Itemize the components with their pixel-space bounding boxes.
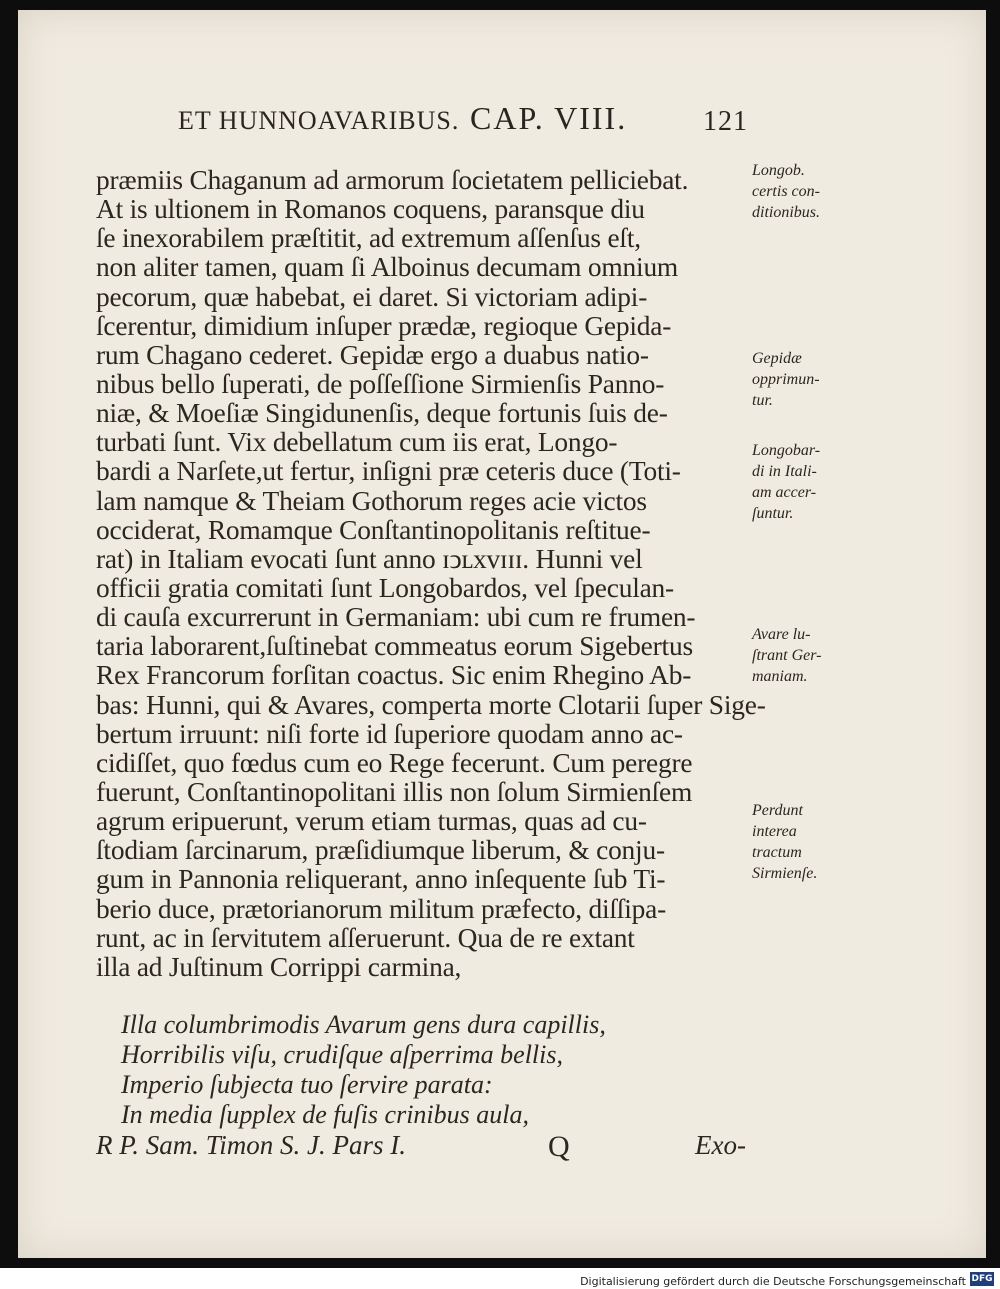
marginal-note-line: tractum bbox=[752, 844, 802, 861]
verse-quotation bbox=[121, 1010, 641, 1130]
text-line: illa ad Juſtinum Corrippi carmina, bbox=[96, 951, 462, 982]
book-page bbox=[18, 10, 986, 1258]
text-line: cidiſſet, quo fœdus cum eo Rege fecerunt. Cum peregre bbox=[96, 747, 693, 778]
marginal-note-line: ſtrant Ger- bbox=[752, 647, 822, 664]
text-line: Rex Francorum forſitan coactus. Sic enim Rhegino Ab- bbox=[96, 660, 692, 691]
running-title: ET HUNNOAVARIBUS. bbox=[178, 106, 460, 135]
text-line: ſe inexorabilem præſtitit, ad extremum aſſenſus eſt, bbox=[96, 223, 641, 254]
marginal-note-line: Gepidæ bbox=[752, 350, 802, 367]
text-line: berio duce, prætorianorum militum præfecto, diſſipa- bbox=[96, 893, 666, 924]
marginal-note-line: Avare lu- bbox=[752, 626, 811, 643]
marginal-note-line: maniam. bbox=[752, 668, 808, 685]
text-line: pecorum, quæ habebat, ei daret. Si victoriam adipi- bbox=[96, 281, 648, 312]
text-line: gum in Pannonia reliquerant, anno inſequente ſub Ti- bbox=[96, 864, 666, 895]
page-footer bbox=[96, 1130, 746, 1166]
signature-mark: Q bbox=[548, 1130, 570, 1163]
text-line: niæ, & Moeſiæ Singidunenſis, deque fortunis ſuis de- bbox=[96, 398, 668, 429]
marginal-note-line: tur. bbox=[752, 392, 773, 409]
marginal-note-line: Perdunt bbox=[752, 802, 803, 819]
text-line: taria laborarent,ſuſtinebat commeatus eorum Sigebertus bbox=[96, 631, 693, 662]
marginal-note-line: opprimun- bbox=[752, 371, 820, 388]
text-line: agrum eripuerunt, verum etiam turmas, quas ad cu- bbox=[96, 806, 647, 837]
verse-line: In media ſupplex de fuſis crinibus aula, bbox=[121, 1100, 530, 1129]
text-line: di cauſa excurrerunt in Germaniam: ubi cum re frumen- bbox=[96, 602, 696, 633]
signature-line: R P. Sam. Timon S. J. Pars I. bbox=[96, 1130, 407, 1160]
text-line: bardi a Narſete,ut fertur, inſigni præ ceteris duce (Toti- bbox=[96, 456, 681, 487]
marginal-note-line: Longob. bbox=[752, 162, 805, 179]
text-line: bas: Hunni, qui & Avares, comperta morte Clotarii ſuper Sige- bbox=[96, 689, 766, 720]
marginal-note bbox=[752, 624, 862, 687]
chapter-label: CAP. VIII. bbox=[470, 100, 628, 136]
text-line: ſcerentur, dimidium inſuper prædæ, regioque Gepida- bbox=[96, 310, 672, 341]
marginal-note bbox=[752, 348, 862, 411]
catchword: Exo- bbox=[695, 1130, 746, 1160]
main-text bbox=[96, 165, 766, 982]
text-line: rum Chagano cederet. Gepidæ ergo a duabus natio- bbox=[96, 339, 649, 370]
marginal-note-line: ſuntur. bbox=[752, 505, 794, 522]
page-number: 121 bbox=[703, 106, 748, 137]
marginal-note-line: interea bbox=[752, 823, 797, 840]
text-line: bertum irruunt: niſi forte id ſuperiore quodam anno ac- bbox=[96, 718, 683, 749]
text-line: turbati ſunt. Vix debellatum cum iis erat, Longo- bbox=[96, 427, 618, 458]
text-line: At is ultionem in Romanos coquens, paransque diu bbox=[96, 194, 645, 225]
marginal-note bbox=[752, 800, 862, 884]
marginal-note-line: Sirmienſe. bbox=[752, 865, 818, 882]
dfg-logo: DFG bbox=[971, 1274, 993, 1284]
text-line: præmiis Chaganum ad armorum ſocietatem pelliciebat. bbox=[96, 165, 689, 195]
digitization-credit: Digitalisierung gefördert durch die Deutsche Forschungsgemeinschaft bbox=[580, 1275, 966, 1288]
text-line: officii gratia comitati ſunt Longobardos, vel ſpeculan- bbox=[96, 572, 674, 603]
text-line: nibus bello ſuperati, de poſſeſſione Sirmienſis Panno- bbox=[96, 368, 665, 399]
verse-line: Imperio ſubjecta tuo ſervire parata: bbox=[121, 1070, 493, 1099]
marginal-note bbox=[752, 160, 862, 223]
marginal-note-line: am accer- bbox=[752, 484, 817, 501]
text-line: lam namque & Theiam Gothorum reges acie victos bbox=[96, 485, 647, 516]
marginal-note bbox=[752, 440, 862, 524]
text-line: rat) in Italiam evocati ſunt anno ɪↄʟxvɪɪɪ. Hunni vel bbox=[96, 543, 643, 574]
verse-line: Horribilis viſu, crudiſque aſperrima bellis, bbox=[121, 1040, 563, 1069]
marginal-note-line: certis con- bbox=[752, 183, 820, 200]
text-line: fuerunt, Conſtantinopolitani illis non ſolum Sirmienſem bbox=[96, 776, 693, 807]
marginal-note-line: ditionibus. bbox=[752, 204, 821, 221]
text-line: occiderat, Romamque Conſtantinopolitanis reſtitue- bbox=[96, 514, 651, 545]
text-line: runt, ac in ſervitutem aſſeruerunt. Qua de re extant bbox=[96, 922, 635, 953]
marginal-note-line: Longobar- bbox=[752, 442, 821, 459]
marginal-note-line: di in Itali- bbox=[752, 463, 817, 480]
text-line: ſtodiam ſarcinarum, præſidiumque liberum, & conju- bbox=[96, 835, 665, 866]
verse-line: Illa columbrimodis Avarum gens dura capillis, bbox=[121, 1010, 606, 1039]
text-line: non aliter tamen, quam ſi Alboinus decumam omnium bbox=[96, 252, 679, 283]
